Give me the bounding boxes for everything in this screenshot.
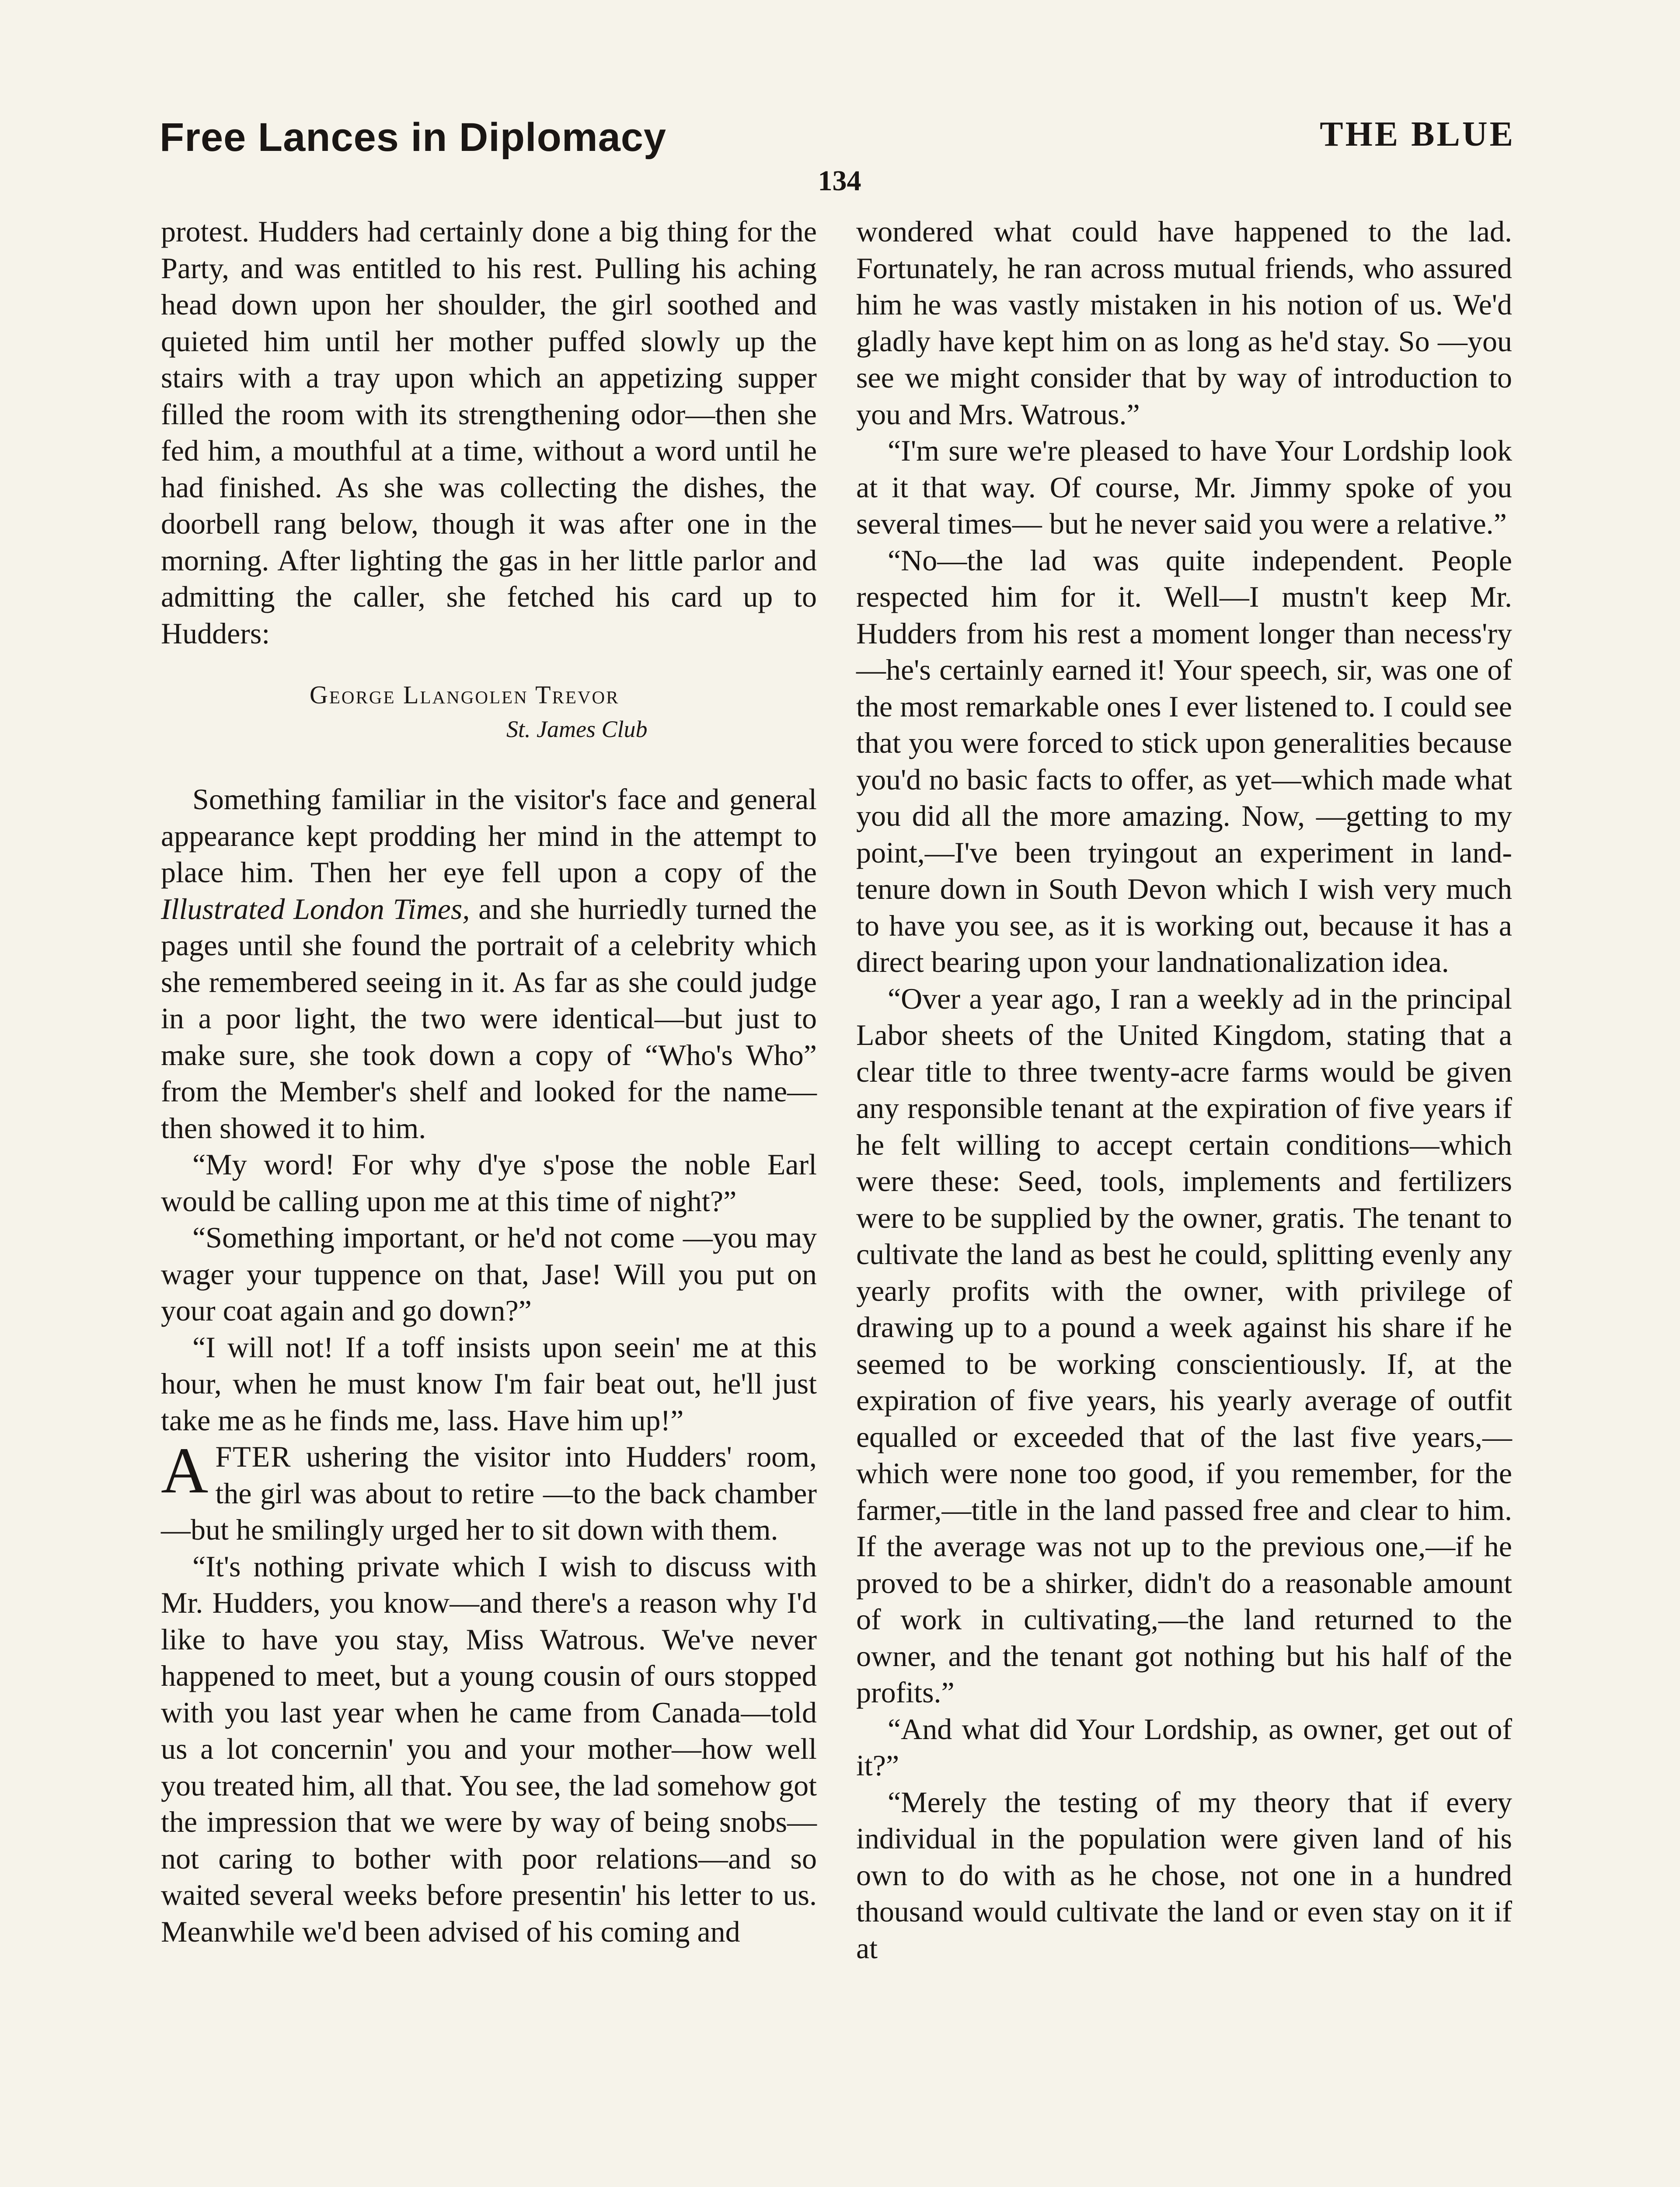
- card-club: St. James Club: [506, 716, 648, 742]
- paragraph: protest. Hudders had certainly done a big thing for the Party, and was entitled to his rest. Pulling his aching head down upon her shoulder, the girl soothed and quieted him until her mother puffed slowly up the stairs with a tray upon which an appetizing supper filled the room with its strengthening odor—then she fed him, a mouthful at a time, without a word until he had finished. As she was collecting the dishes, the doorbell rang below, though it was after one in the morning. After lighting the gas in her little parlor and admitting the caller, she fetched his card up to Hudders:: [161, 215, 817, 650]
- running-title: Free Lances in Diplomacy: [160, 115, 667, 160]
- opening-word: FTER: [215, 1440, 292, 1473]
- paragraph: “Merely the testing of my theory that if every individual in the population were given land of his own to do with as he chose, not one in a hundred thousand would cultivate the land or even stay on it if at: [856, 1785, 1512, 1965]
- paragraph-text: and she hurriedly turned the pages until she found the portrait of a celebrity which she remembered seeing in it. As far as she could judge in a poor light, the two were identical—but just to make sure, she took down a copy of “Who's Who” from the Member's shelf and looked for the name—then showed it to him.: [161, 892, 817, 1145]
- paragraph: [161, 781, 817, 1146]
- paragraph-text: Something familiar in the visitor's face and general appearance kept prodding her mind in the attempt to place him. Then her eye fell upon a copy of the: [161, 783, 817, 889]
- paragraph: “No—the lad was quite independent. People respected him for it. Well—I mustn't keep Mr. Hudders from his rest a moment longer than necess'ry—he's certainly earned it! Your speech, sir, was one of the most remarkable ones I ever listened to. I could see that you were forced to stick upon generalities because you'd no basic facts to offer, as yet—which made what you did all the more amazing. Now, —getting to my point,—I've been tryingout an experiment in land-tenure down in South Devon which I wish very much to have you see, as it is working out, because it has a direct bearing upon your landnationalization idea.: [856, 543, 1512, 978]
- magazine-name: THE BLUE: [1320, 115, 1515, 154]
- paragraph: “Over a year ago, I ran a weekly ad in the principal Labor sheets of the United Kingdom, stating that a clear title to three twenty-acre farms would be given any responsible tenant at the expiration of five years if he felt willing to accept certain conditions—which were these: Seed, tools, implements and fertilizers were to be supplied by the owner, gratis. The tenant to cultivate the land as best he could, splitting evenly any yearly profits with the owner, with privilege of drawing up to a pound a week against his share if he seemed to be working conscientiously. If, at the expiration of five years, his yearly average of outfit equalled or exceeded that of the last five years,—which were none too good, if you remember, for the farmer,—title in the land passed free and clear to him. If the average was not up to the previous one,—if he proved to be a shirker, didn't do a reasonable amount of work in cultivating,—the land returned to the owner, and the tenant got nothing but his half of the profits.”: [856, 982, 1512, 1709]
- section-opening: [161, 1434, 817, 1548]
- paragraph: “My word! For why d'ye s'pose the noble Earl would be calling upon me at this time of night?”: [161, 1148, 817, 1218]
- paragraph: “It's nothing private which I wish to discuss with Mr. Hudders, you know—and there's a reason why I'd like to have you stay, Miss Watrous. We've never happened to meet, but a young cousin of ours stopped with you last year when he came from Canada—told us a lot concernin' you and your mother—how well you treated him, all that. You see, the lad somehow got the impression that we were by way of being snobs—not caring to bother with poor relations—and so waited several weeks before presentin' his letter to us. Meanwhile we'd been advised of his coming and: [161, 1549, 817, 1948]
- paragraph: “Something important, or he'd not come —you may wager your tuppence on that, Jase! Will you put on your coat again and go down?”: [161, 1221, 817, 1327]
- calling-card: [161, 678, 817, 746]
- paragraph: “I'm sure we're pleased to have Your Lordship look at it that way. Of course, Mr. Jimmy spoke of you several times— but he never said you were a relative.”: [856, 434, 1512, 540]
- paragraph-text: ushering the visitor into Hudders' room, the girl was about to retire —to the back chamber—but he smilingly urged her to sit down with them.: [161, 1440, 817, 1546]
- drop-cap: A: [161, 1434, 209, 1507]
- right-column: [856, 213, 1512, 1967]
- left-column: [161, 213, 817, 1950]
- paragraph: wondered what could have happened to the lad. Fortunately, he ran across mutual friends, who assured him he was vastly mistaken in his notion of us. We'd gladly have kept him on as long as he'd stay. So —you see we might consider that by way of introduction to you and Mrs. Watrous.”: [856, 215, 1512, 431]
- paragraph: “And what did Your Lordship, as owner, get out of it?”: [856, 1712, 1512, 1782]
- page-number: 134: [818, 165, 861, 197]
- periodical-title: Illustrated London Times,: [161, 892, 470, 926]
- card-name: George Llangolen Trevor: [310, 681, 620, 709]
- paragraph: “I will not! If a toff insists upon seein' me at this hour, when he must know I'm fair beat out, he'll just take me as he finds me, lass. Have him up!”: [161, 1330, 817, 1437]
